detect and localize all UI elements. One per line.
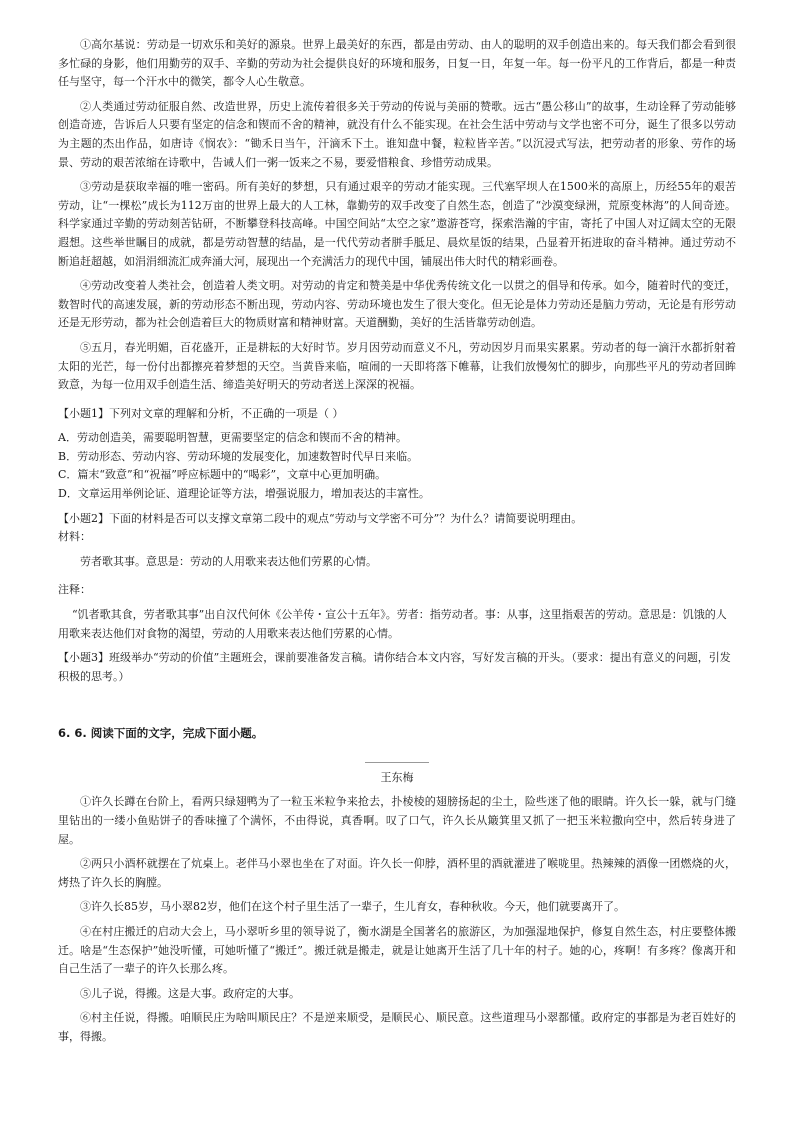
material-label: 材料： (58, 530, 91, 544)
story-paragraph-4: ④在村庄搬迁的启动大会上，马小翠听乡里的领导说了，衡水湖是全国著名的旅游区，为加强湿地保护，修复自然生态，村庄要整体搬迁。啥是“生态保护”她没听懂，可她听懂了“搬迁”。搬迁就是搬走，就是让她离开生活了几十年的村子。她的心，疼啊！有多疼？像离开和自己生活了一辈子的许久长那么疼。 (58, 924, 736, 976)
story-paragraph-6: ⑥村主任说，得搬。咱顺民庄为啥叫顺民庄？不是逆来顺受，是顺民心、顺民意。这些道理马小翠都懂。政府定的事都是为老百姓好的事，得搬。 (58, 1011, 736, 1043)
story-paragraph-5: ⑤儿子说，得搬。这是大事。政府定的大事。 (80, 986, 300, 1000)
document-page (58, 36, 736, 1047)
question-1-option-a: A．劳动创造美，需要聪明智慧，更需要坚定的信念和锲而不舍的精神。 (58, 431, 407, 445)
question-3-stem: 【小题3】班级举办“劳动的价值”主题班会，课前要准备发言稿。请你结合本文内容，写好发言稿的开头。（要求：提出有意义的问题，引发积极的思考。） (58, 651, 731, 683)
question-1-option-d: D．文章运用举例论证、道理论证等方法，增强说服力，增加表达的丰富性。 (58, 487, 430, 501)
story-paragraph-3: ③许久长85岁，马小翠82岁，他们在这个村子里生活了一辈子，生儿育女，春种秋收。今天，他们就要离开了。 (80, 900, 625, 914)
note-text: “饥者歌其食，劳者歌其事”出自汉代何休《公羊传・宣公十五年》。劳者：指劳动者。事：从事，这里指艰苦的劳动。意思是：饥饿的人用歌来表达他们对食物的渴望，劳动的人用歌来表达他们劳累的心情。 (58, 608, 727, 640)
material-text: 劳者歌其事。意思是：劳动的人用歌来表达他们劳累的心情。 (80, 554, 377, 568)
question-1-option-b: B．劳动形态、劳动内容、劳动环境的发展变化，加速数智时代早日来临。 (58, 449, 419, 463)
article-paragraph-3: ③劳动是获取幸福的唯一密码。所有美好的梦想，只有通过艰辛的劳动才能实现。三代塞罕坝人在1500米的高原上，历经55年的艰苦劳动，让“一棵松”成长为112万亩的世界上最大的人工林，靠勤劳的双手改变了自然生态，创造了“沙漠变绿洲，荒原变林海”的人间奇迹。科学家通过辛勤的劳动刻苦钻研，不断攀登科技高峰。中国空间站“太空之家”遨游苍穹，探索浩瀚的宇宙，寄托了中国人对辽阔太空的无限遐想。这些举世瞩目的成就，都是劳动智慧的结晶，是一代代劳动者胼手胝足、晨炊星饭的结果，凸显着开拓进取的奋斗精神。通过劳动不断追赶超越，如涓涓细流汇成奔涌大河，展现出一个充满活力的现代中国，铺展出伟大时代的精彩画卷。 (58, 180, 736, 268)
article-paragraph-4: ④劳动改变着人类社会，创造着人类文明。对劳动的肯定和赞美是中华优秀传统文化一以贯之的倡导和传承。如今，随着时代的变迁，数智时代的高速发展，新的劳动形态不断出现，劳动内容、劳动环境也发生了很大变化。但无论是体力劳动还是脑力劳动，无论是有形劳动还是无形劳动，都为社会创造着巨大的物质财富和精神财富。天道酬勤，美好的生活皆靠劳动创造。 (58, 279, 736, 330)
section-6-heading: 6. 6. 阅读下面的文字，完成下面小题。 (58, 726, 264, 741)
story-paragraph-1: ①许久长蹲在台阶上，看两只绿翅鸭为了一粒玉米粒争来抢去，扑棱棱的翅膀扬起的尘土，险些迷了他的眼睛。许久长一躲，就与门缝里钻出的一缕小鱼贴饼子的香味撞了个满怀，不由得说，真香啊。叹了口气，许久长从簸箕里又抓了一把玉米粒撒向空中，然后转身进了屋。 (58, 795, 736, 846)
question-2-stem: 【小题2】下面的材料是否可以支撑文章第二段中的观点“劳动与文学密不可分”？为什么？请简要说明理由。 (58, 511, 583, 525)
story-paragraph-2: ②两只小酒杯就摆在了炕桌上。老伴马小翠也坐在了对面。许久长一仰脖，酒杯里的酒就灌进了喉咙里。热辣辣的酒像一团燃烧的火，烤热了许久长的胸膛。 (58, 857, 736, 889)
question-1-stem: 【小题1】下列对文章的理解和分析，不正确的一项是（ ） (58, 406, 344, 420)
question-1-option-c: C．篇末“致意”和“祝福”呼应标题中的“喝彩”，文章中心更加明确。 (58, 468, 387, 482)
note-label: 注释： (58, 583, 91, 597)
article-paragraph-1: ①高尔基说：劳动是一切欢乐和美好的源泉。世界上最美好的东西，都是由劳动、由人的聪明的双手创造出来的。每天我们都会看到很多忙碌的身影，他们用勤劳的双手、辛勤的劳动为社会提供良好的环境和服务，日复一日，年复一年。每一份平凡的工作背后，都是一种责任与坚守，每一个汗水中的微笑，都令人心生敬意。 (58, 38, 736, 89)
article-author: 王东梅 (380, 771, 414, 785)
article-paragraph-2: ②人类通过劳动征服自然、改造世界，历史上流传着很多关于劳动的传说与美丽的赞歌。远古“愚公移山”的故事，生动诠释了劳动能够创造奇迹，告诉后人只要有坚定的信念和锲而不舍的精神，就没有什么不能实现。在社会生活中劳动与文学也密不可分，诞生了很多以劳动为主题的杰出作品，如唐诗《悯农》：“锄禾日当午，汗滴禾下土。谁知盘中餐，粒粒皆辛苦。”以沉浸式写法，把劳动者的形象、劳作的场景、劳动的艰苦浓缩在诗歌中，告诫人们一粥一饭来之不易，要爱惜粮食、珍惜劳动成果。 (58, 99, 736, 169)
article-paragraph-5: ⑤五月，春光明媚，百花盛开，正是耕耘的大好时节。岁月因劳动而意义不凡，劳动因岁月而果实累累。劳动者的每一滴汗水都折射着太阳的光芒，每一份付出都擦亮着梦想的天空。当黄昏来临，喧闹的一天即将落下帷幕，让我们放慢匆忙的脚步，向那些平凡的劳动者回眸致意，为每一位用双手创造生活、缔造美好明天的劳动者送上深深的祝福。 (58, 340, 736, 392)
